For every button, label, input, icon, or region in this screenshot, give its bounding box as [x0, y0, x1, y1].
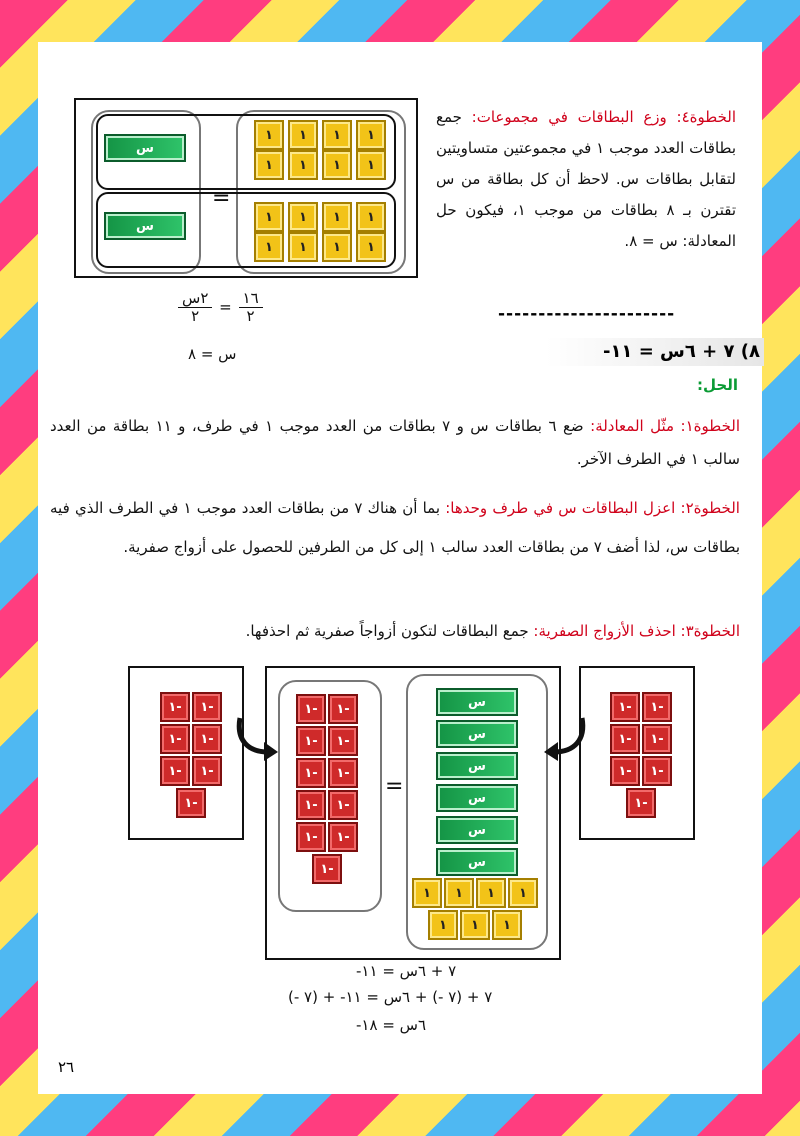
- step2-paragraph: [50, 489, 740, 567]
- pos-one-tile: ١: [322, 232, 352, 262]
- pos-one-tile: ١: [254, 232, 284, 262]
- neg-one-tile: ١-: [642, 756, 672, 786]
- step2-heading: الخطوة٢: اعزل البطاقات س في طرف وحدها:: [445, 499, 740, 517]
- neg-one-tile: ١-: [642, 724, 672, 754]
- pos-one-tile: ١: [428, 910, 458, 940]
- neg-one-tile: ١-: [296, 726, 326, 756]
- pos-one-tile: ١: [444, 878, 474, 908]
- equation-line-1: ٧ + ٦س = ١١-: [356, 962, 457, 980]
- pos-one-tile: ١: [288, 120, 318, 150]
- neg-one-tile: ١-: [192, 756, 222, 786]
- pos-one-tile: ١: [492, 910, 522, 940]
- pos-one-tile: ١: [356, 202, 386, 232]
- x-tile: س: [436, 848, 518, 876]
- neg-one-tile: ١-: [328, 726, 358, 756]
- step1-paragraph: [50, 410, 740, 476]
- pos-one-tile: ١: [254, 202, 284, 232]
- x-tile: س: [436, 784, 518, 812]
- pos-one-tile: ١: [412, 878, 442, 908]
- step1-heading: الخطوة١: مثّل المعادلة:: [590, 417, 740, 435]
- x-tile: س: [104, 212, 186, 240]
- pos-one-tile: ١: [288, 232, 318, 262]
- step3-heading: الخطوة٣: احذف الأزواج الصفرية:: [533, 622, 740, 640]
- page: [38, 42, 762, 1094]
- neg-one-tile: ١-: [328, 758, 358, 788]
- step2-body: بما أن هناك ٧ من بطاقات العدد موجب ١ في الطرف الذي فيه بطاقات س، لذا أضف ٧ من بطاقات العدد سالب ١ إلى كل من الطرفين للحصول على أزواج صفرية.: [50, 499, 740, 556]
- neg-one-tile: ١-: [160, 692, 190, 722]
- pos-one-tile: ١: [356, 232, 386, 262]
- neg-one-tile: ١-: [626, 788, 656, 818]
- figure-groups: [74, 98, 418, 278]
- fraction-result: س = ٨: [188, 345, 237, 363]
- arrow-right: [540, 714, 588, 764]
- step4-paragraph: [436, 102, 736, 257]
- pos-one-tile: ١: [356, 120, 386, 150]
- neg-one-tile: ١-: [160, 756, 190, 786]
- neg-one-tile: ١-: [160, 724, 190, 754]
- neg-one-tile: ١-: [642, 692, 672, 722]
- x-tile: س: [104, 134, 186, 162]
- x-tile: س: [436, 752, 518, 780]
- neg-one-tile: ١-: [610, 692, 640, 722]
- neg-one-tile: ١-: [328, 694, 358, 724]
- x-tile: س: [436, 720, 518, 748]
- pos-one-tile: ١: [356, 150, 386, 180]
- step3-paragraph: [50, 616, 740, 646]
- neg-one-tile: ١-: [296, 790, 326, 820]
- neg-one-tile: ١-: [328, 822, 358, 852]
- lhs-fraction: $\frac{\text{٢س}}{٢}$: [178, 290, 212, 325]
- neg-one-tile: ١-: [312, 854, 342, 884]
- equals-sign: =: [212, 186, 231, 211]
- neg-one-tile: ١-: [610, 756, 640, 786]
- pos-one-tile: ١: [322, 120, 352, 150]
- equation-line-3: ٦س = ١٨-: [356, 1016, 427, 1034]
- step1-body: ضع ٦ بطاقات س و ٧ بطاقات من العدد موجب ١ في طرف، و ١١ بطاقة من العدد سالب ١ في الطرف الآخر.: [50, 417, 740, 468]
- pos-one-tile: ١: [254, 120, 284, 150]
- equals-sign: =: [385, 774, 404, 799]
- equation-line-2: ٧ + (٧ -) + ٦س = ١١- + (٧ -): [288, 988, 493, 1006]
- neg-one-tile: ١-: [328, 790, 358, 820]
- arrow-left: [234, 714, 282, 764]
- pos-one-tile: ١: [288, 150, 318, 180]
- step4-body: جمع بطاقات العدد موجب ١ في مجموعتين متساويتين لتقابل بطاقات س. لاحظ أن كل بطاقة من س تقترن بـ ٨ بطاقات من موجب ١، فيكون حل المعادلة: س = ٨.: [436, 108, 736, 250]
- neg-one-tile: ١-: [296, 758, 326, 788]
- x-tile: س: [436, 816, 518, 844]
- step4-heading: الخطوة٤: وزع البطاقات في مجموعات:: [471, 108, 736, 126]
- neg-one-tile: ١-: [610, 724, 640, 754]
- solution-label: الحل:: [697, 376, 738, 394]
- pos-one-tile: ١: [254, 150, 284, 180]
- x-tile: س: [436, 688, 518, 716]
- pos-one-tile: ١: [508, 878, 538, 908]
- step3-body: جمع البطاقات لتكون أزواجاً صفرية ثم احذفها.: [245, 622, 529, 640]
- pos-one-tile: ١: [476, 878, 506, 908]
- pos-one-tile: ١: [322, 150, 352, 180]
- neg-one-tile: ١-: [176, 788, 206, 818]
- neg-one-tile: ١-: [296, 822, 326, 852]
- pos-one-tile: ١: [288, 202, 318, 232]
- separator: ----------------------: [498, 304, 676, 324]
- page-number: ٢٦: [58, 1058, 75, 1076]
- pos-one-tile: ١: [322, 202, 352, 232]
- fraction-equation: $\frac{١٦}{٢}$ = $\frac{\text{٢س}}{٢}$: [178, 290, 263, 325]
- pos-one-tile: ١: [460, 910, 490, 940]
- neg-one-tile: ١-: [192, 724, 222, 754]
- problem-8: ٨) ٧ + ٦س = ١١-: [546, 338, 764, 366]
- neg-one-tile: ١-: [296, 694, 326, 724]
- neg-one-tile: ١-: [192, 692, 222, 722]
- rhs-fraction: $\frac{١٦}{٢}$: [239, 290, 263, 325]
